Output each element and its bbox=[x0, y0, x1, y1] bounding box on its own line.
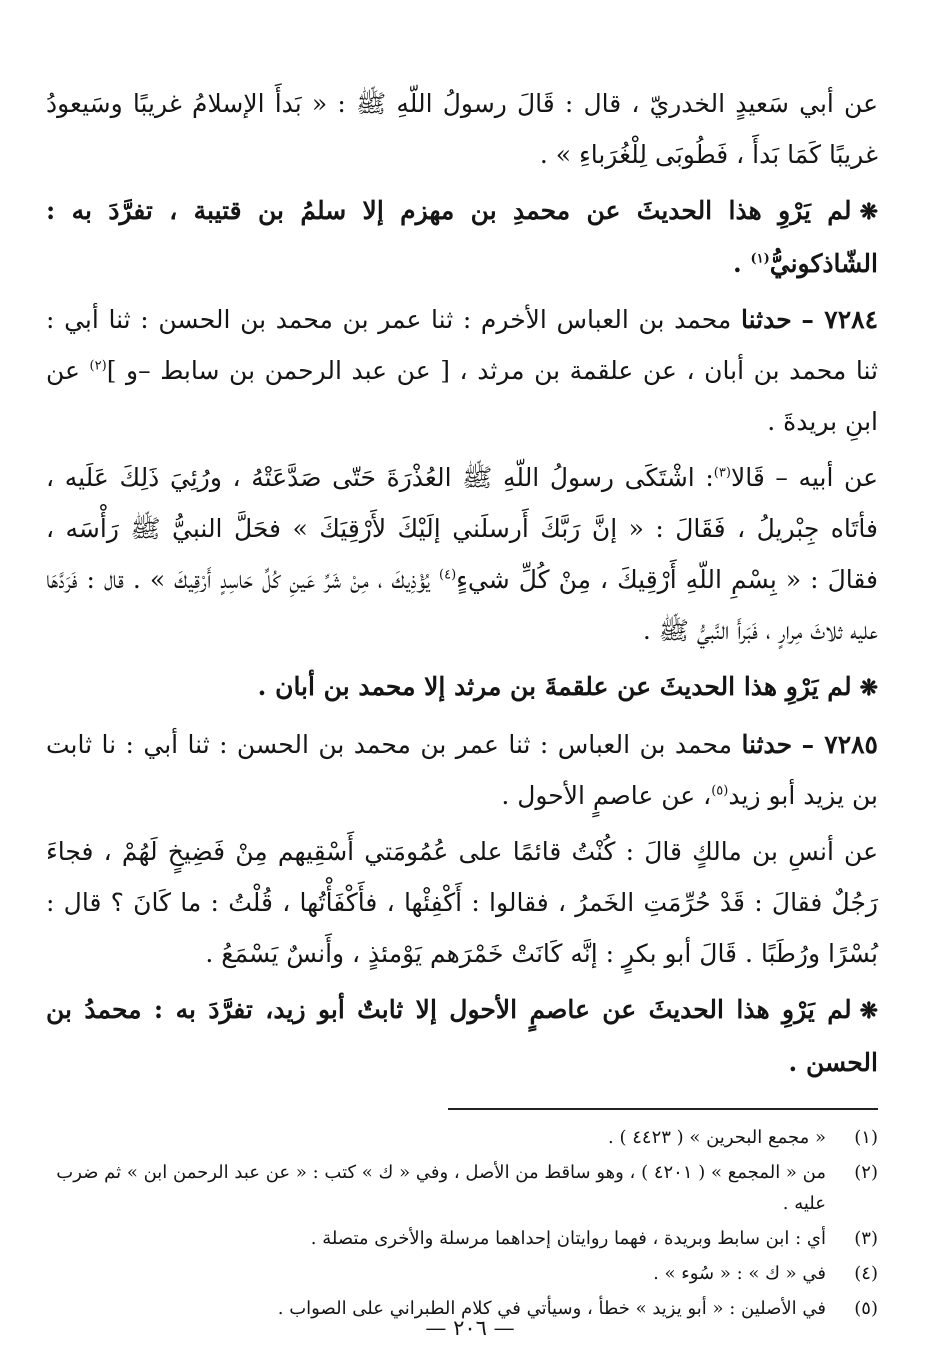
flower-marker-icon: ❋ bbox=[859, 675, 878, 701]
footnote-text: في « ك » : « سُوء » . bbox=[653, 1263, 826, 1284]
footnote-item bbox=[46, 1122, 878, 1153]
isnad-text: محمد بن العباس : ثنا عمر بن محمد بن الحسن : ثنا أبي : نا ثابت بن يزيد أبو زيد bbox=[46, 730, 878, 810]
hadith-text-2 bbox=[46, 452, 878, 656]
hadith-text-2-a: عن أبيه – قَالا bbox=[730, 463, 878, 492]
footnote-text: من « المجمع » ( ٤٢٠١ ) ، وهو ساقط من الأصل ، وفي « ك » كتب : « عن عبد الرحمن ابن » ثم ضرب عليه . bbox=[56, 1162, 826, 1214]
hadith-number-7285: ٧٢٨٥ – bbox=[801, 730, 878, 759]
hadith-text-2-c: يُؤْذِيكَ ، مِنْ شَرِّ عَينِ كُلِّ حَاسِدٍ أَرْقِيكَ » . قال : فَرَدَّهَا عليه ثلاثَ مِرارٍ ، فَبَرأَ النَّبيُّ ﷺ . bbox=[46, 565, 878, 645]
footnote-item bbox=[46, 1258, 878, 1289]
footnote-text: « مجمع البحرين » ( ٤٤٢٣ ) . bbox=[608, 1127, 826, 1148]
flower-marker-icon: ❋ bbox=[859, 199, 878, 225]
footnote-ref-2: (٢) bbox=[89, 358, 107, 374]
footnotes bbox=[46, 1122, 878, 1324]
page-number: — ٢٠٦ — bbox=[425, 1316, 515, 1340]
footnote-item bbox=[46, 1223, 878, 1254]
commentary-note-1-text: لم يَرْوِ هذا الحديثَ عن محمدِ بن مهزم إلا سلمُ بن قتيبة ، تفرَّدَ به : الشّاذكونيُّ bbox=[46, 196, 878, 278]
footnote-number: (٥) bbox=[854, 1298, 878, 1319]
commentary-note-3 bbox=[46, 984, 878, 1088]
isnad-text-end: ، عن عاصمٍ الأحول . bbox=[501, 781, 712, 810]
flower-marker-icon: ❋ bbox=[859, 998, 878, 1024]
hadith-number-7284: ٧٢٨٤ – bbox=[801, 305, 879, 334]
hadith-text-3-content: عن أنسِ بن مالكٍ قالَ : كُنْتُ قائمًا على عُمُومَتي أَسْقِيهم مِنْ فَضِيخٍ لَهُمْ ، فجاءَ رَجُلٌ فقالَ : قَدْ حُرِّمَتِ الخَمرُ ، فقالوا : أَكْفِئْها ، فأَكْفَأْتُها ، قُلْتُ : ما كَانَ ؟ قال : بُسْرًا ورُطَبًا . قَالَ أبو بكرٍ : إنَّه كَانَتْ خَمْرَهم يَوْمئذٍ ، وأَنسٌ يَسْمَعُ . bbox=[46, 837, 878, 968]
footnote-number: (٢) bbox=[854, 1162, 878, 1183]
commentary-note-1 bbox=[46, 185, 878, 289]
footnote-text: أي : ابن سابط وبريدة ، فهما روايتان إحداهما مرسلة والأخرى متصلة . bbox=[310, 1228, 826, 1249]
hadith-text-3 bbox=[46, 826, 878, 979]
footnote-ref-5: (٥) bbox=[711, 783, 729, 799]
commentary-note-1-end: . bbox=[733, 249, 742, 278]
hadith-isnad-7285 bbox=[46, 719, 878, 821]
footnote-ref-1: (١) bbox=[750, 251, 770, 267]
hadith-text-1-content: عن أبي سَعيدٍ الخدريّ ، قال : قَالَ رسولُ اللّهِ ﷺ : « بَدأَ الإسلامُ غريبًا وسَيعودُ غريبًا كَمَا بَدأَ ، فَطُوبَى لِلْغُرَباءِ » . bbox=[46, 89, 878, 169]
haddathana-label: حدثنا bbox=[740, 305, 792, 334]
footnote-number: (٤) bbox=[854, 1263, 878, 1284]
commentary-note-2-text: لم يَرْوِ هذا الحديثَ عن علقمةَ بن مرثد إلا محمد بن أبان . bbox=[257, 672, 852, 701]
footnote-divider bbox=[448, 1108, 878, 1110]
footnote-text: في الأصلين : « أبو يزيد » خطأ ، وسيأتي في كلام الطبراني على الصواب . bbox=[277, 1298, 826, 1319]
footnote-number: (١) bbox=[854, 1127, 878, 1148]
footnote-ref-4: (٤) bbox=[439, 567, 457, 583]
footnote-item bbox=[46, 1157, 878, 1219]
footnote-number: (٣) bbox=[854, 1228, 878, 1249]
isnad-text: محمد بن العباس الأخرم : ثنا عمر بن محمد بن الحسن : ثنا أبي : ثنا محمد بن أبان ، عن علقمة بن مرثد ، [ عن عبد الرحمن بن سابط –و ] bbox=[46, 305, 878, 385]
commentary-note-3-text: لم يَرْوِ هذا الحديثَ عن عاصمٍ الأحول إلا ثابتٌ أبو زيد، تفرَّدَ به : محمدُ بن الحسن . bbox=[46, 995, 878, 1077]
hadith-text-2-b: : اشْتَكَى رسولُ اللّهِ ﷺ العُذْرَةَ حَتّى صَدَّعَتْهُ ، ورُئِيَ ذَلِكَ عَلَيه ، فأتَاه جِبْريلُ ، فَقَالَ : « إنَّ رَبَّكَ أَرسلَني إلَيْكَ لأَرْقِيَكَ » فحَلَّ النبيُّ ﷺ رَأْسَه ، فقالَ : « بِسْمِ اللّهِ أَرْقِيكَ ، مِنْ كُلِّ شيءٍ bbox=[46, 463, 878, 594]
hadith-text-1 bbox=[46, 78, 878, 180]
haddathana-label: حدثنا bbox=[741, 730, 793, 759]
commentary-note-2 bbox=[46, 661, 878, 714]
footnote-ref-3: (٣) bbox=[713, 465, 731, 481]
hadith-isnad-7284 bbox=[46, 294, 878, 447]
isnad-text-end: عن ابنِ بريدةَ . bbox=[46, 356, 878, 436]
